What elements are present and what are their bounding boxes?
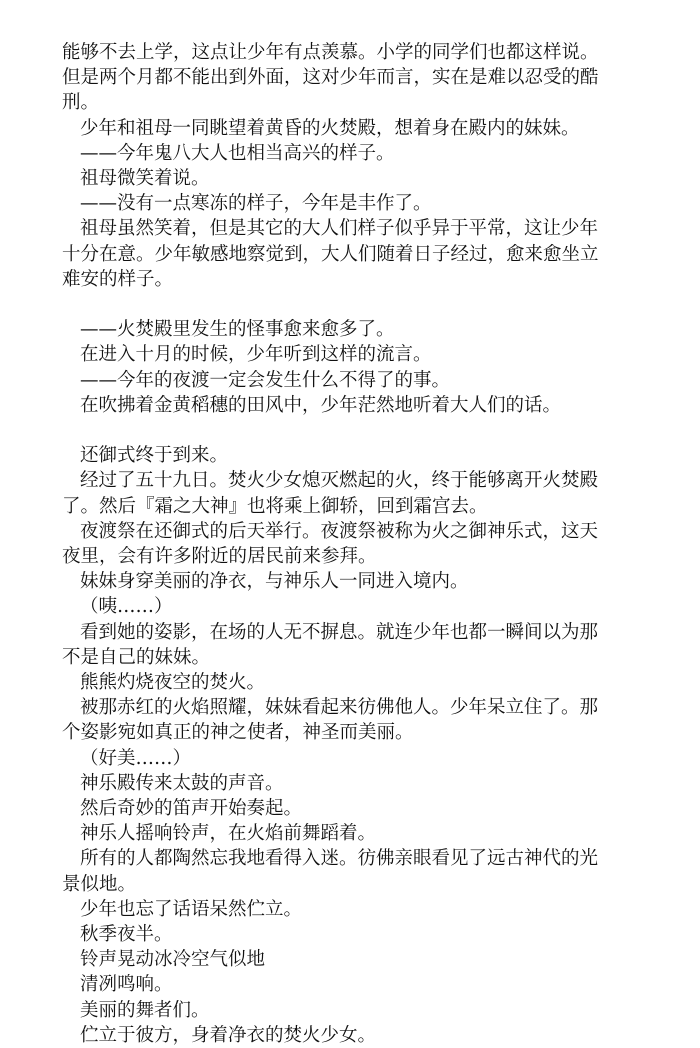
text-line: 刑。	[62, 92, 100, 114]
text-line: 被那赤红的火焰照耀，妹妹看起来彷佛他人。少年呆立住了。那	[80, 697, 599, 719]
text-line: 还御式终于到来。	[80, 445, 229, 467]
text-line: （咦……）	[80, 596, 173, 618]
text-line: ——火焚殿里发生的怪事愈来愈多了。	[80, 319, 395, 341]
text-line: 熊熊灼烧夜空的焚火。	[80, 672, 266, 694]
text-line: 在吹拂着金黄稻穗的田风中，少年茫然地听着大人们的话。	[80, 394, 562, 416]
text-line: ——没有一点寒冻的样子，今年是丰作了。	[80, 193, 432, 215]
text-line: 但是两个月都不能出到外面，这对少年而言，实在是难以忍受的酷	[62, 67, 599, 89]
text-line: 了。然后『霜之大神』也将乘上御轿，回到霜宫去。	[62, 495, 488, 517]
text-line: 夜里，会有许多附近的居民前来参拜。	[62, 546, 377, 568]
text-line: 不是自己的妹妹。	[62, 646, 211, 668]
text-line: 祖母微笑着说。	[80, 168, 210, 190]
document-page	[62, 40, 642, 1048]
text-line: 祖母虽然笑着，但是其它的大人们样子似乎异于平常，这让少年	[80, 218, 599, 240]
text-line: 十分在意。少年敏感地察觉到，大人们随着日子经过，愈来愈坐立	[62, 243, 599, 265]
paragraph-break	[62, 418, 642, 443]
text-line: 个姿影宛如真正的神之使者，神圣而美丽。	[62, 722, 414, 744]
text-line: 夜渡祭在还御式的后天举行。夜渡祭被称为火之御神乐式，这天	[80, 520, 599, 542]
text-line: 神乐殿传来太鼓的声音。	[80, 772, 284, 794]
text-line: 铃声晃动冰冷空气似地	[80, 949, 266, 971]
text-line: ——今年的夜渡一定会发生什么不得了的事。	[80, 369, 451, 391]
text-line: 然后奇妙的笛声开始奏起。	[80, 798, 303, 820]
text-line: 伫立于彼方，身着净衣的焚火少女。	[80, 1024, 377, 1046]
text-line: ——今年鬼八大人也相当高兴的样子。	[80, 142, 395, 164]
text-line: 美丽的舞者们。	[80, 999, 210, 1021]
text-line: 妹妹身穿美丽的净衣，与神乐人一同进入境内。	[80, 571, 469, 593]
text-line: 秋季夜半。	[80, 924, 173, 946]
text-line: 所有的人都陶然忘我地看得入迷。彷佛亲眼看见了远古神代的光	[80, 848, 599, 870]
text-line: 在进入十月的时候，少年听到这样的流言。	[80, 344, 432, 366]
text-line: 少年和祖母一同眺望着黄昏的火焚殿，想着身在殿内的妹妹。	[80, 117, 580, 139]
text-line: 难安的样子。	[62, 268, 174, 290]
text-line: 能够不去上学，这点让少年有点羡慕。小学的同学们也都这样说。	[62, 42, 599, 63]
paragraph-break	[62, 292, 642, 317]
text-line: 景似地。	[62, 873, 137, 895]
text-line: （好美……）	[80, 747, 192, 769]
text-line: 看到她的姿影，在场的人无不摒息。就连少年也都一瞬间以为那	[80, 621, 599, 643]
text-line: 神乐人摇响铃声，在火焰前舞蹈着。	[80, 823, 377, 845]
text-line: 少年也忘了话语呆然伫立。	[80, 898, 303, 920]
text-line: 经过了五十九日。焚火少女熄灭燃起的火，终于能够离开火焚殿	[80, 470, 599, 492]
text-line: 清冽鸣响。	[80, 974, 173, 996]
